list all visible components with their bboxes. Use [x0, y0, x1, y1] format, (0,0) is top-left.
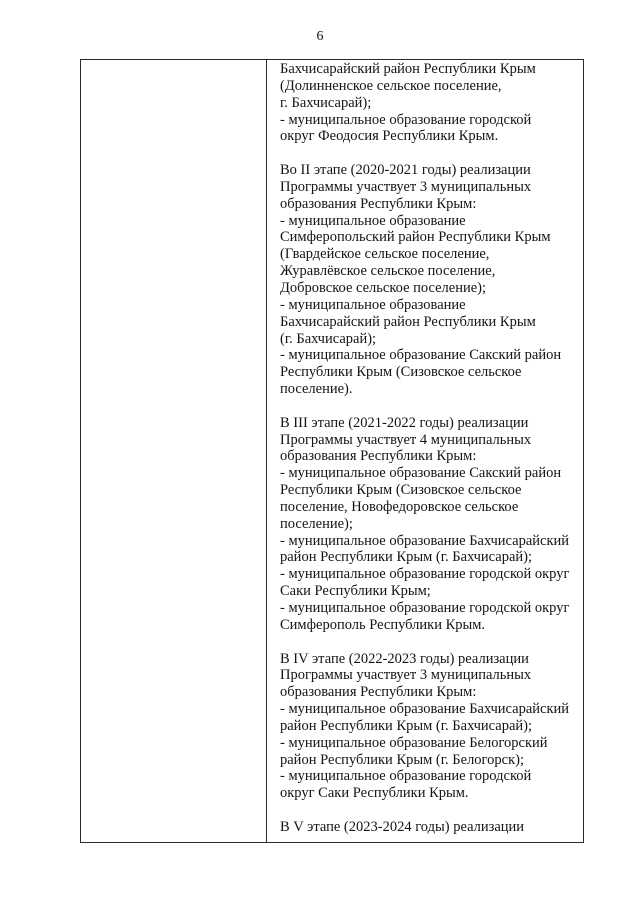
text-line: образования Республики Крым: — [280, 448, 477, 465]
text-line: Журавлёвское сельское поселение, — [280, 263, 496, 280]
text-line: - муниципальное образование — [280, 212, 466, 229]
text-line: Программы участвует 4 муниципальных — [280, 431, 532, 448]
text-line: - муниципальное образование Белогорский — [280, 734, 548, 751]
text-block — [280, 651, 580, 803]
text-line: Во II этапе (2020-2021 годы) реализации — [280, 162, 531, 179]
text-line: - муниципальное образование городской — [280, 111, 532, 128]
column-divider — [266, 60, 267, 842]
text-line: г. Бахчисарай); — [280, 94, 372, 111]
text-line: округ Феодосия Республики Крым. — [280, 128, 499, 145]
text-line: - муниципальное образование городской — [280, 768, 532, 785]
text-line: Саки Республики Крым; — [280, 583, 431, 600]
text-line: Бахчисарайский район Республики Крым — [280, 313, 536, 330]
paragraph-gap — [280, 145, 580, 162]
document-table — [80, 59, 584, 843]
text-line: - муниципальное образование Бахчисарайский — [280, 532, 570, 549]
text-line: В V этапе (2023-2024 годы) реализации — [280, 818, 525, 835]
text-line: поселение); — [280, 515, 353, 532]
page-number: 6 — [316, 29, 324, 44]
text-line: - муниципальное образование городской округ — [280, 566, 570, 583]
text-line: поселение). — [280, 381, 353, 398]
text-line: Программы участвует 3 муниципальных — [280, 178, 532, 195]
paragraph-gap — [280, 634, 580, 651]
text-line: - муниципальное образование Сакский район — [280, 465, 562, 482]
right-table-cell — [280, 61, 580, 836]
text-line: (г. Бахчисарай); — [280, 330, 377, 347]
text-line: (Долинненское сельское поселение, — [280, 77, 502, 94]
text-block — [280, 819, 580, 836]
text-line: поселение, Новофедоровское сельское — [280, 498, 519, 515]
text-line: Добровское сельское поселение); — [280, 279, 487, 296]
text-line: Программы участвует 3 муниципальных — [280, 667, 532, 684]
text-line: Республики Крым (Сизовское сельское — [280, 364, 522, 381]
text-line: район Республики Крым (г. Бахчисарай); — [280, 549, 532, 566]
text-line: образования Республики Крым: — [280, 684, 477, 701]
left-table-cell — [81, 60, 266, 842]
text-line: Республики Крым (Сизовское сельское — [280, 482, 522, 499]
text-line: - муниципальное образование Бахчисарайский — [280, 701, 570, 718]
text-line: - муниципальное образование — [280, 296, 466, 313]
text-block — [280, 415, 580, 634]
text-line: район Республики Крым (г. Бахчисарай); — [280, 717, 532, 734]
text-line: округ Саки Республики Крым. — [280, 785, 469, 802]
text-line: В III этапе (2021-2022 годы) реализации — [280, 414, 529, 431]
paragraph-gap — [280, 398, 580, 415]
text-block — [280, 61, 580, 145]
text-line: Симферополь Республики Крым. — [280, 616, 486, 633]
text-line: образования Республики Крым: — [280, 195, 477, 212]
text-line: район Республики Крым (г. Белогорск); — [280, 751, 524, 768]
text-line: - муниципальное образование городской округ — [280, 600, 570, 616]
text-line: Симферопольский район Республики Крым — [280, 229, 551, 246]
text-line: - муниципальное образование Сакский район — [280, 347, 562, 364]
text-line: Бахчисарайский район Республики Крым — [280, 61, 536, 77]
paragraph-gap — [280, 802, 580, 819]
text-line: (Гвардейское сельское поселение, — [280, 246, 490, 263]
text-line: В IV этапе (2022-2023 годы) реализации — [280, 650, 529, 667]
text-block — [280, 162, 580, 398]
